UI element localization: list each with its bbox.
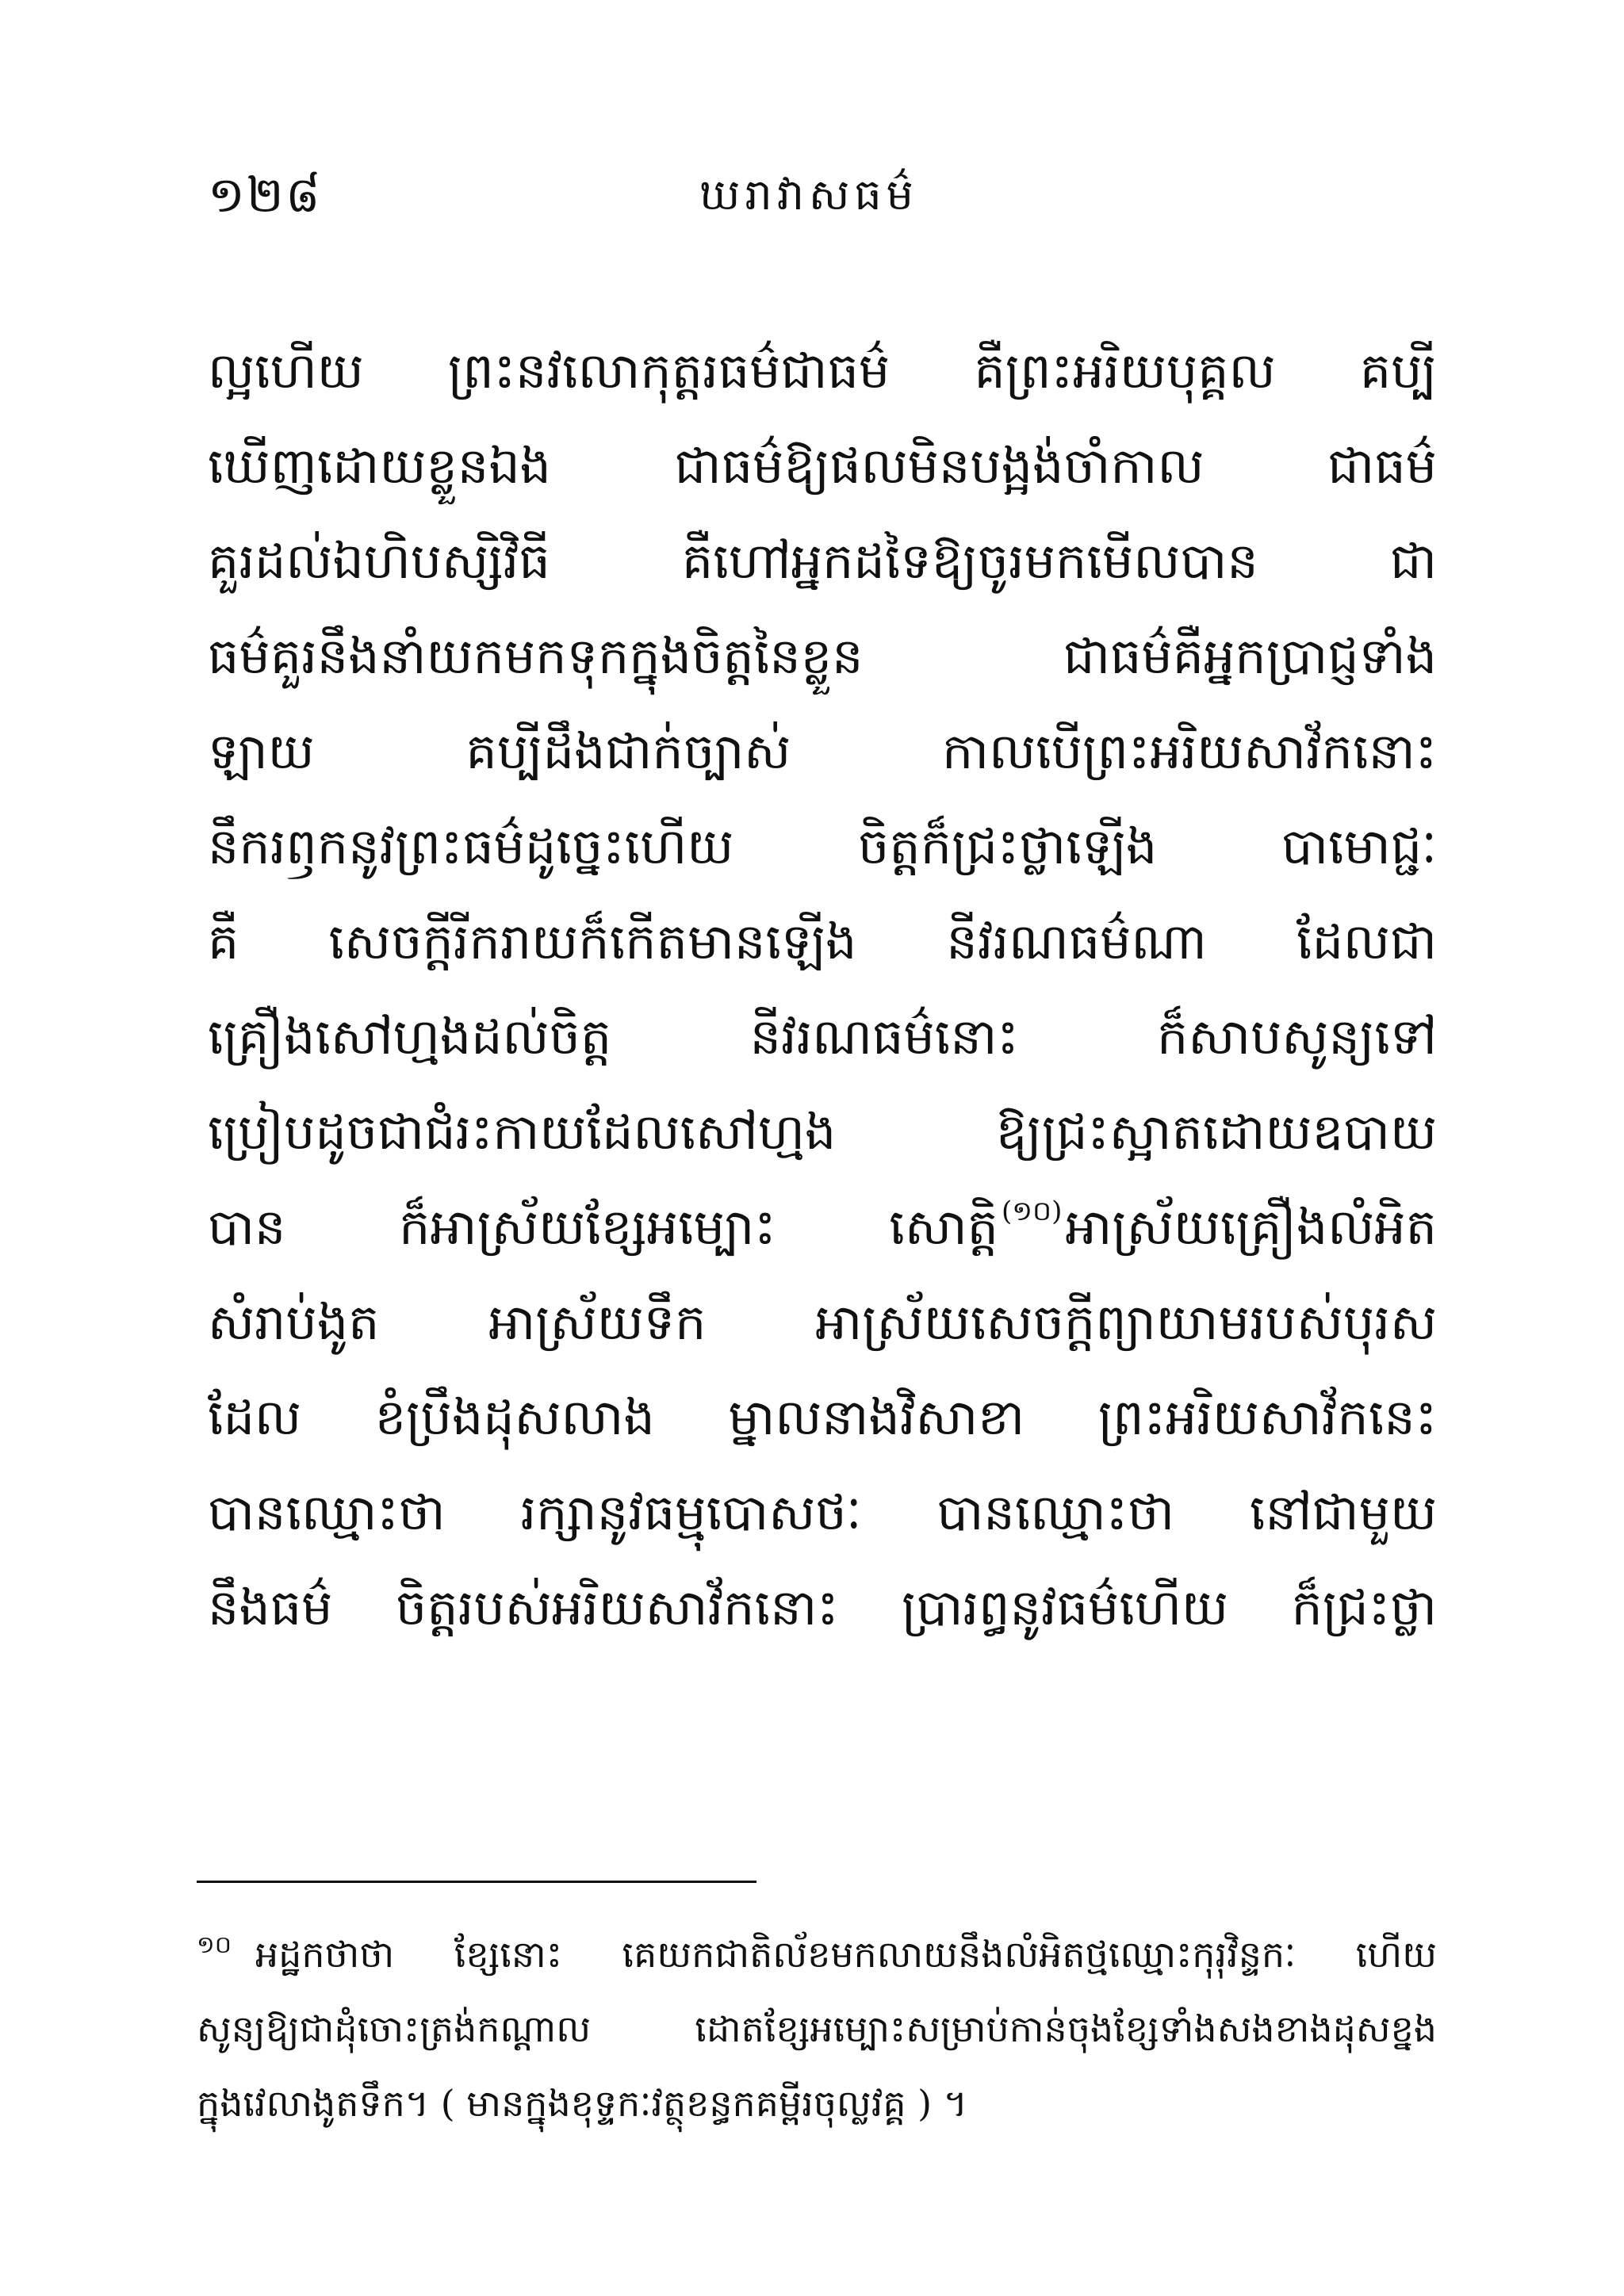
body-line: នឹករឭកនូវព្រះធម៌ដូច្នេះហើយ ចិត្តក៏ជ្រះថ្លាឡើង បាមោជ្ជៈ <box>208 817 1437 875</box>
body-line: ដែល ខំប្រឹងដុសលាង ម្នាលនាងវិសាខា ព្រះអរិយសាវ័កនេះ <box>208 1388 1437 1446</box>
footnote-line: សូន្យឱ្យជាដុំចោះត្រង់កណ្តាល ដោតខ្សែអម្បោះសម្រាប់កាន់ចុងខ្សែទាំងសងខាងដុសខ្នង <box>197 2007 1437 2050</box>
body-line: ឃើញដោយខ្លួនឯង ជាធម៌ឱ្យផលមិនបង្អង់ចាំកាល ជាធម៌ <box>208 437 1437 495</box>
body-line: គួរដល់ឯហិបស្សិវិធី គឺហៅអ្នកដទៃឱ្យចូរមកមើលបាន ជា <box>208 532 1437 590</box>
body-line: នឹងធម៌ ចិត្តរបស់អរិយសាវ័កនោះ ប្រារព្ធនូវធម៌ហើយ ក៏ជ្រះថ្លា <box>208 1578 1437 1636</box>
body-line-with-footnote-ref <box>208 1180 1437 1275</box>
body-line: គ្រឿងសៅហ្មងដល់ចិត្ត នីវរណធម៌នោះ ក៏សាបសូន្យទៅ <box>208 1008 1437 1066</box>
running-title: ឃរាវាសធម៌ <box>699 170 918 220</box>
body-line: ឡាយ គប្បីដឹងជាក់ច្បាស់ កាលបើព្រះអរិយសាវ័កនោះ <box>208 722 1437 780</box>
body-line: ប្រៀបដូចជាជំរះកាយដែលសៅហ្មង ឱ្យជ្រះស្អាតដោយឧបាយ <box>208 1103 1437 1161</box>
body-line-text: បាន ក៏អាស្រ័យខ្សែអម្បោះ សោត្តិ <box>208 1198 999 1256</box>
body-line: គឺ សេចក្តីរីករាយក៏កើតមានឡើង នីវរណធម៌ណា ដែលជា <box>208 913 1437 970</box>
footnote-reference[interactable]: (១០) <box>1002 1196 1063 1227</box>
footnote-separator <box>197 1881 756 1883</box>
footnote-line <box>197 1917 1437 1992</box>
body-line: បានឈ្មោះថា រក្សានូវធម្មុបោសថៈ បានឈ្មោះថា នៅជាមួយ <box>208 1483 1437 1541</box>
body-text <box>208 323 1437 1655</box>
footnotes <box>197 1917 1437 2141</box>
body-line-text: អាស្រ័យគ្រឿងលំអិត <box>1065 1198 1437 1256</box>
footnote-line: ក្នុងវេលាងូតទឹក។ ( មានក្នុងខុទ្ទកៈវត្ថុខន្ធកគម្ពីរចុល្លវគ្គ ) ។ <box>197 2082 968 2125</box>
body-line: ធម៌គួរនឹងនាំយកមកទុកក្នុងចិត្តនៃខ្លួន ជាធម៌គឺអ្នកប្រាជ្ញទាំង <box>208 627 1437 685</box>
body-line: សំរាប់ងូត អាស្រ័យទឹក អាស្រ័យសេចក្តីព្យាយាមរបស់បុរស <box>208 1293 1437 1351</box>
page-number: ១២៨ <box>208 166 322 224</box>
page-header <box>208 155 1437 235</box>
footnote-text: អដ្ឋកថាថា ខ្សែនោះ គេយកជាតិល័ខមកលាយនឹងលំអិតថ្មឈ្មោះកុរុវិន្ទកៈ ហើយ <box>255 1933 1437 1976</box>
footnote-number: ១០ <box>197 1931 232 1959</box>
body-line: ល្អហើយ ព្រះនវលោកុត្តរធម៌ជាធម៌ គឺព្រះអរិយបុគ្គល គប្បី <box>208 342 1437 400</box>
